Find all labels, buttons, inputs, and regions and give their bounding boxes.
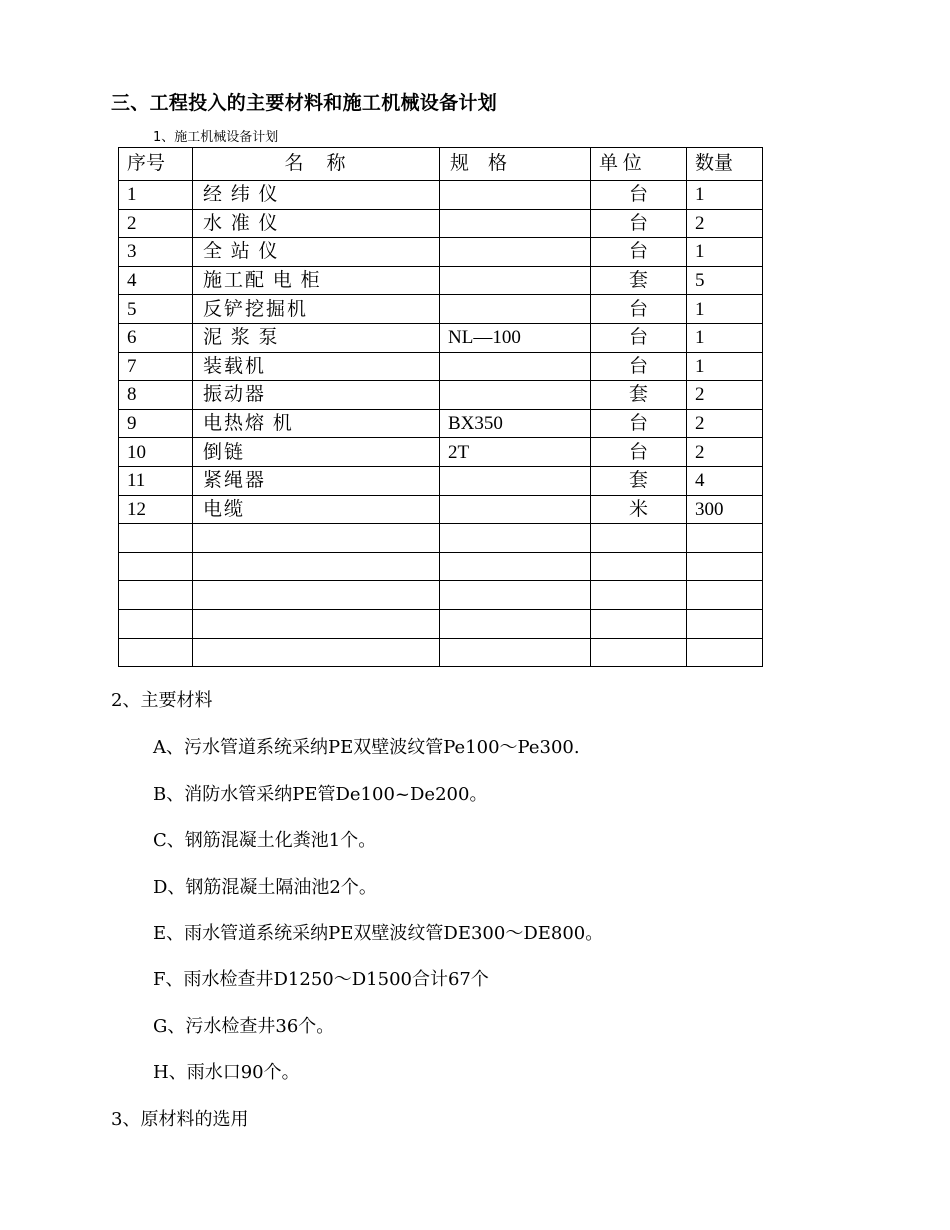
- cell-qty: 1: [687, 352, 763, 381]
- material-item: D、钢筋混凝土隔油池2个。: [153, 877, 377, 898]
- cell-name: 紧绳器: [193, 466, 440, 495]
- cell-unit: [591, 524, 687, 553]
- cell-spec: [440, 381, 591, 410]
- cell-spec: [440, 524, 591, 553]
- cell-name: 电热熔 机: [193, 409, 440, 438]
- cell-qty: 1: [687, 238, 763, 267]
- cell-unit: 套: [591, 266, 687, 295]
- cell-unit: 台: [591, 209, 687, 238]
- table-body: [119, 181, 763, 667]
- cell-qty: 2: [687, 438, 763, 467]
- header-unit: 单 位: [591, 148, 687, 181]
- cell-name: [193, 638, 440, 667]
- cell-name: [193, 552, 440, 581]
- cell-unit: 米: [591, 495, 687, 524]
- cell-qty: 1: [687, 181, 763, 210]
- cell-qty: 2: [687, 409, 763, 438]
- cell-name: [193, 524, 440, 553]
- cell-unit: 台: [591, 295, 687, 324]
- cell-spec: BX350: [440, 409, 591, 438]
- cell-spec: [440, 466, 591, 495]
- cell-name: 装载机: [193, 352, 440, 381]
- table-row: [119, 524, 763, 553]
- table-row: [119, 323, 763, 352]
- table-row: [119, 209, 763, 238]
- cell-no: 2: [119, 209, 193, 238]
- cell-unit: 台: [591, 352, 687, 381]
- table-row: [119, 638, 763, 667]
- cell-unit: 套: [591, 381, 687, 410]
- table-row: [119, 609, 763, 638]
- cell-name: 倒链: [193, 438, 440, 467]
- material-item: C、钢筋混凝土化粪池1个。: [153, 830, 377, 851]
- cell-name: [193, 609, 440, 638]
- equipment-table: [118, 147, 763, 667]
- cell-unit: [591, 638, 687, 667]
- cell-no: [119, 609, 193, 638]
- table-row: [119, 495, 763, 524]
- cell-name: 水 准 仪: [193, 209, 440, 238]
- table-row: [119, 581, 763, 610]
- cell-unit: [591, 609, 687, 638]
- table-row: [119, 409, 763, 438]
- cell-qty: 300: [687, 495, 763, 524]
- cell-qty: 2: [687, 209, 763, 238]
- cell-no: 7: [119, 352, 193, 381]
- cell-name: 泥 浆 泵: [193, 323, 440, 352]
- cell-spec: [440, 495, 591, 524]
- cell-spec: 2T: [440, 438, 591, 467]
- cell-name: 全 站 仪: [193, 238, 440, 267]
- material-item: G、污水检查井36个。: [153, 1016, 335, 1037]
- cell-unit: 台: [591, 238, 687, 267]
- cell-no: 11: [119, 466, 193, 495]
- cell-unit: [591, 581, 687, 610]
- material-item: E、雨水管道系统采纳PE双壁波纹管DE300～DE800。: [153, 923, 604, 944]
- table-row: [119, 181, 763, 210]
- cell-name: 反铲挖掘机: [193, 295, 440, 324]
- table-row: [119, 438, 763, 467]
- cell-no: [119, 581, 193, 610]
- cell-no: 1: [119, 181, 193, 210]
- cell-name: 振动器: [193, 381, 440, 410]
- cell-unit: 台: [591, 438, 687, 467]
- cell-unit: [591, 552, 687, 581]
- cell-spec: [440, 352, 591, 381]
- materials-section-title: 2、主要材料: [111, 690, 213, 711]
- cell-unit: 台: [591, 409, 687, 438]
- cell-qty: 2: [687, 381, 763, 410]
- table-row: [119, 466, 763, 495]
- cell-qty: [687, 524, 763, 553]
- table-row: [119, 295, 763, 324]
- table-row: [119, 266, 763, 295]
- cell-no: 6: [119, 323, 193, 352]
- cell-qty: 4: [687, 466, 763, 495]
- cell-name: 施工配 电 柜: [193, 266, 440, 295]
- table-row: [119, 552, 763, 581]
- cell-spec: [440, 209, 591, 238]
- cell-name: 电缆: [193, 495, 440, 524]
- cell-name: 经 纬 仪: [193, 181, 440, 210]
- cell-no: 5: [119, 295, 193, 324]
- cell-no: [119, 638, 193, 667]
- cell-no: 4: [119, 266, 193, 295]
- material-item: H、雨水口90个。: [153, 1062, 300, 1083]
- cell-no: 3: [119, 238, 193, 267]
- material-item: F、雨水检查井D1250～D1500合计67个: [153, 969, 489, 990]
- cell-qty: [687, 638, 763, 667]
- cell-unit: 台: [591, 181, 687, 210]
- equipment-plan-subheading: 1、施工机械设备计划: [153, 130, 279, 145]
- section-heading: 三、工程投入的主要材料和施工机械设备计划: [111, 92, 498, 114]
- header-spec: 规 格: [440, 148, 591, 181]
- header-qty: 数量: [687, 148, 763, 181]
- material-item: B、消防水管采纳PE管De100~De200。: [153, 784, 488, 805]
- cell-spec: [440, 552, 591, 581]
- cell-spec: [440, 638, 591, 667]
- header-no: 序号: [119, 148, 193, 181]
- cell-qty: 5: [687, 266, 763, 295]
- cell-spec: [440, 238, 591, 267]
- cell-spec: [440, 609, 591, 638]
- cell-qty: 1: [687, 295, 763, 324]
- table-row: [119, 352, 763, 381]
- cell-no: 8: [119, 381, 193, 410]
- table-row: [119, 381, 763, 410]
- cell-no: [119, 524, 193, 553]
- cell-unit: 套: [591, 466, 687, 495]
- cell-qty: [687, 581, 763, 610]
- header-name: 名 称: [193, 148, 440, 181]
- cell-spec: [440, 266, 591, 295]
- table-header-row: [119, 148, 763, 181]
- cell-unit: 台: [591, 323, 687, 352]
- cell-spec: [440, 181, 591, 210]
- cell-no: 10: [119, 438, 193, 467]
- cell-spec: NL—100: [440, 323, 591, 352]
- cell-qty: [687, 552, 763, 581]
- cell-name: [193, 581, 440, 610]
- cell-no: 9: [119, 409, 193, 438]
- table-row: [119, 238, 763, 267]
- cell-no: [119, 552, 193, 581]
- cell-spec: [440, 295, 591, 324]
- raw-materials-section-title: 3、原材料的选用: [111, 1109, 249, 1130]
- cell-spec: [440, 581, 591, 610]
- material-item: A、污水管道系统采纳PE双壁波纹管Pe100～Pe300.: [153, 737, 580, 758]
- cell-no: 12: [119, 495, 193, 524]
- cell-qty: 1: [687, 323, 763, 352]
- cell-qty: [687, 609, 763, 638]
